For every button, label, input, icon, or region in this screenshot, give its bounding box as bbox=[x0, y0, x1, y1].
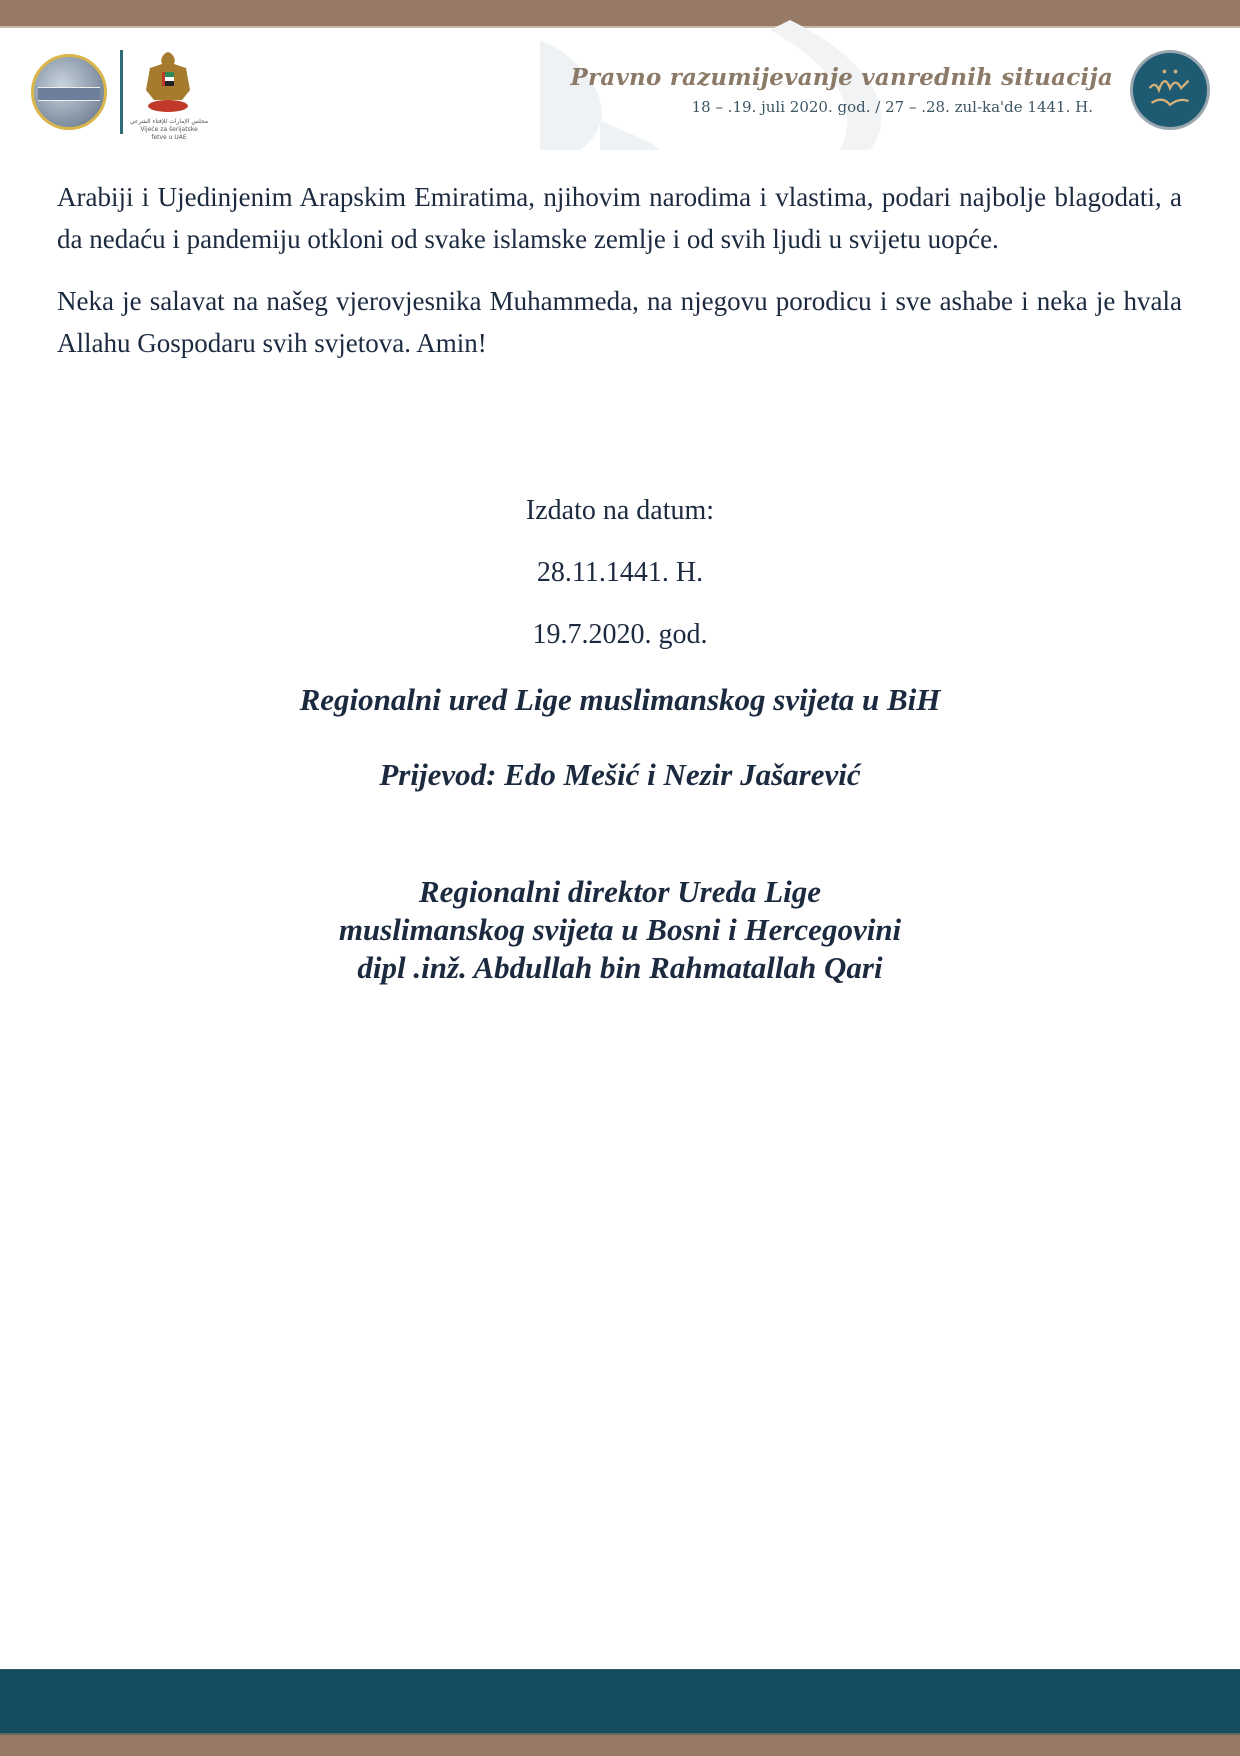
signature-title-line2: muslimanskog svijeta u Bosni i Hercegovini bbox=[338, 912, 902, 947]
office-name: Regionalni ured Lige muslimanskog svijeta u BiH bbox=[299, 682, 941, 717]
signature-title-line1: Regionalni direktor Ureda Lige bbox=[418, 874, 822, 909]
paragraph-2: Neka je salavat na našeg vjerovjesnika Muhammeda, na njegovu porodicu i sve ashabe i neka je hvala Allahu Gospodaru svih svjetova. Amin! bbox=[57, 286, 1182, 358]
paragraph-1: Arabiji i Ujedinjenim Arapskim Emiratima, njihovim narodima i vlastima, podari najbolje blagodati, a da nedaću i pandemiju otkloni od svake islamske zemlje i od svih ljudi u svijetu uopće. bbox=[57, 182, 1182, 254]
fiqh-seal-icon bbox=[1130, 50, 1210, 130]
emblem-caption-line1: Vijeće za šerijatske bbox=[140, 126, 198, 133]
globe-logo-icon bbox=[31, 54, 107, 130]
page-header bbox=[0, 28, 1240, 153]
event-title: Pravno razumijevanje vanrednih situacija bbox=[570, 64, 1113, 91]
translation-credit: Prijevod: Edo Mešić i Nezir Jašarević bbox=[379, 757, 861, 792]
document-body bbox=[57, 176, 1182, 384]
emblem-caption bbox=[128, 118, 210, 142]
date-gregorian: 19.7.2020. god. bbox=[532, 619, 708, 650]
footer-strip bbox=[0, 1733, 1240, 1756]
footer-band bbox=[0, 1669, 1240, 1734]
header-divider bbox=[120, 50, 123, 134]
uae-emblem-icon bbox=[140, 50, 196, 116]
emblem-caption-line2: fetve u UAE bbox=[151, 134, 187, 141]
signature-name: dipl .inž. Abdullah bin Rahmatallah Qari bbox=[357, 950, 883, 985]
signature-block bbox=[0, 873, 1240, 987]
date-hijri: 28.11.1441. H. bbox=[536, 557, 704, 588]
emblem-caption-arabic: مجلس الإمارات للإفتاء الشرعي bbox=[129, 118, 209, 125]
event-dates: 18 – .19. juli 2020. god. / 27 – .28. zul-ka'de 1441. H. bbox=[691, 98, 1093, 116]
issued-label: Izdato na datum: bbox=[525, 495, 715, 526]
